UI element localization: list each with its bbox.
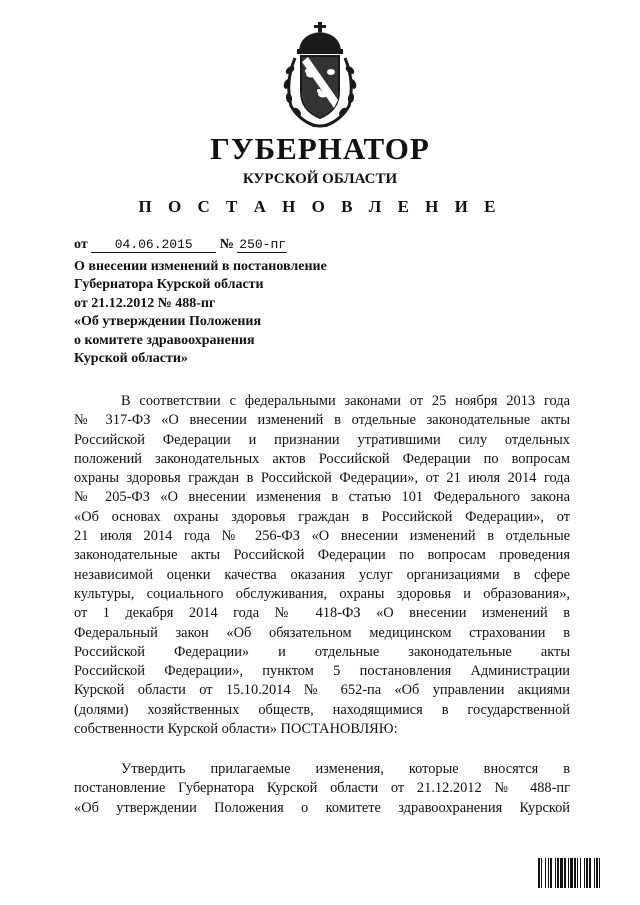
body-line: собственности Курской области» ПОСТАНОВЛЯЮ: xyxy=(74,721,398,738)
resolution-paragraph xyxy=(74,760,570,818)
body-line: от 1 декабря 2014 года № 418-ФЗ «О внесении изменений в xyxy=(74,605,570,622)
subject-line: от 21.12.2012 № 488-пг xyxy=(74,295,216,311)
region-name: КУРСКОЙ ОБЛАСТИ xyxy=(242,171,398,187)
number-label: № xyxy=(219,237,234,252)
document-type: П О С Т А Н О В Л Е Н И Е xyxy=(138,197,502,216)
body-line: культуры, социального обслуживания, охраны здоровья и образования», xyxy=(74,585,570,602)
body-line: положений законодательных актов Российской Федерации по вопросам xyxy=(74,450,570,467)
subject-line: Губернатора Курской области xyxy=(74,277,264,293)
subject-line: о комитете здравоохранения xyxy=(74,332,255,348)
body-line: охраны здоровья граждан в Российской Федерации», от 21 июля 2014 года xyxy=(74,470,570,487)
body-line: Российской Федерации и признании утратившими силу отдельных xyxy=(74,431,570,448)
kursk-coat-of-arms-icon xyxy=(281,22,359,130)
body-line: Российской Федерации», пунктом 5 постановления Администрации xyxy=(74,663,570,680)
body-line: независимой оценки качества оказания услуг организациями в сфере xyxy=(74,566,570,583)
body-line: В соответствии с федеральными законами от 25 ноября 2013 года xyxy=(121,393,570,409)
preamble-paragraph xyxy=(74,392,570,739)
body-line: постановление Губернатора Курской области от 21.12.2012 № 488-пг xyxy=(74,780,570,797)
body-line: (долями) хозяйственных обществ, находящимися в государственной xyxy=(74,701,570,718)
subject-line: О внесении изменений в постановление xyxy=(74,259,327,274)
date-label: от xyxy=(74,237,88,252)
body-line: Курской области от 15.10.2014 № 652-па «Об управлении акциями xyxy=(74,682,570,699)
body-line: 21 июля 2014 года № 256-ФЗ «О внесении изменений в отдельные xyxy=(74,528,570,545)
body-line: «Об основах охраны здоровья граждан в Российской Федерации», от xyxy=(74,508,570,525)
page-title: ГУБЕРНАТОР xyxy=(210,131,430,166)
body-line: № 205-ФЗ «О внесении изменения в статью 101 Федерального закона xyxy=(74,489,570,506)
subject-line: «Об утверждении Положения xyxy=(74,314,262,330)
body-line: Российской Федерации» и отдельные законодательные акты xyxy=(74,643,570,660)
document-meta-line xyxy=(74,236,287,254)
document-number: 250-пг xyxy=(239,237,287,252)
body-line: Утвердить прилагаемые изменения, которые вносятся в xyxy=(121,761,570,777)
body-line: Федеральный закон «Об обязательном медицинском страховании в xyxy=(74,624,570,641)
body-line: «Об утверждении Положения о комитете здравоохранения Курской xyxy=(74,799,570,816)
body-line: законодательные акты Российской Федерации по вопросам проведения xyxy=(74,547,570,564)
document-subject xyxy=(74,258,394,368)
document-date: 04.06.2015 xyxy=(91,237,216,253)
barcode-icon xyxy=(538,858,628,888)
subject-line: Курской области» xyxy=(74,351,188,367)
body-line: № 317-ФЗ «О внесении изменений в отдельные законодательные акты xyxy=(74,412,570,429)
